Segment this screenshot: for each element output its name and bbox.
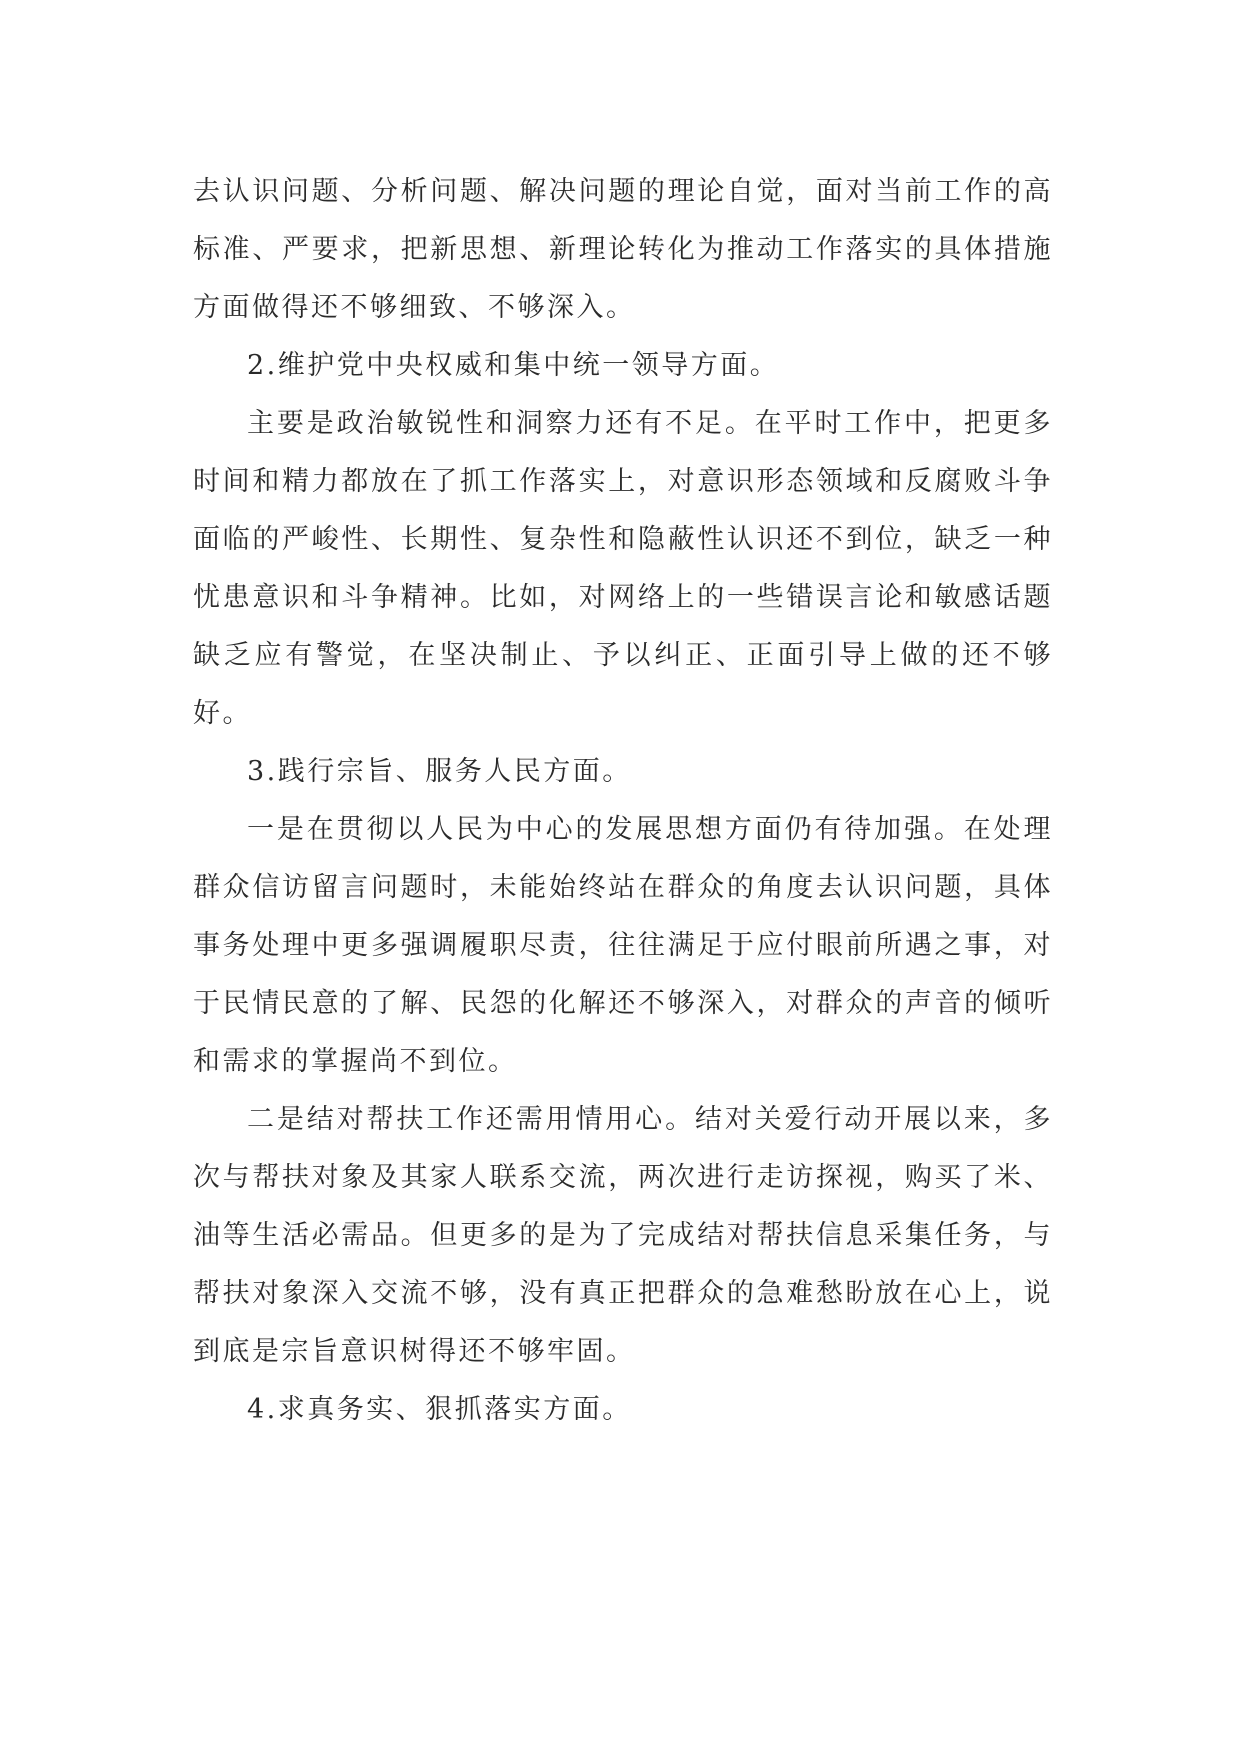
paragraph-people-centered: 一是在贯彻以人民为中心的发展思想方面仍有待加强。在处理群众信访留言问题时，未能始终站在群众的角度去认识问题，具体事务处理中更多强调履职尽责，往往满足于应付眼前所遇之事，对于民情民意的了解、民怨的化解还不够深入，对群众的声音的倾听和需求的掌握尚不到位。 — [193, 814, 1053, 1077]
section-heading-2: 2.维护党中央权威和集中统一领导方面。 — [247, 350, 780, 381]
document-body — [193, 163, 1053, 1439]
section-heading-3: 3.践行宗旨、服务人民方面。 — [247, 756, 632, 787]
section-heading-4: 4.求真务实、狠抓落实方面。 — [247, 1394, 632, 1425]
paragraph-political-sensitivity: 主要是政治敏锐性和洞察力还有不足。在平时工作中，把更多时间和精力都放在了抓工作落实上，对意识形态领域和反腐败斗争面临的严峻性、长期性、复杂性和隐蔽性认识还不到位，缺乏一种忧患意识和斗争精神。比如，对网络上的一些错误言论和敏感话题缺乏应有警觉，在坚决制止、予以纠正、正面引导上做的还不够好。 — [193, 408, 1053, 729]
paragraph-paired-assistance: 二是结对帮扶工作还需用情用心。结对关爱行动开展以来，多次与帮扶对象及其家人联系交流，两次进行走访探视，购买了米、油等生活必需品。但更多的是为了完成结对帮扶信息采集任务，与帮扶对象深入交流不够，没有真正把群众的急难愁盼放在心上，说到底是宗旨意识树得还不够牢固。 — [193, 1104, 1053, 1367]
paragraph-continuation: 去认识问题、分析问题、解决问题的理论自觉，面对当前工作的高标准、严要求，把新思想、新理论转化为推动工作落实的具体措施方面做得还不够细致、不够深入。 — [193, 176, 1053, 323]
